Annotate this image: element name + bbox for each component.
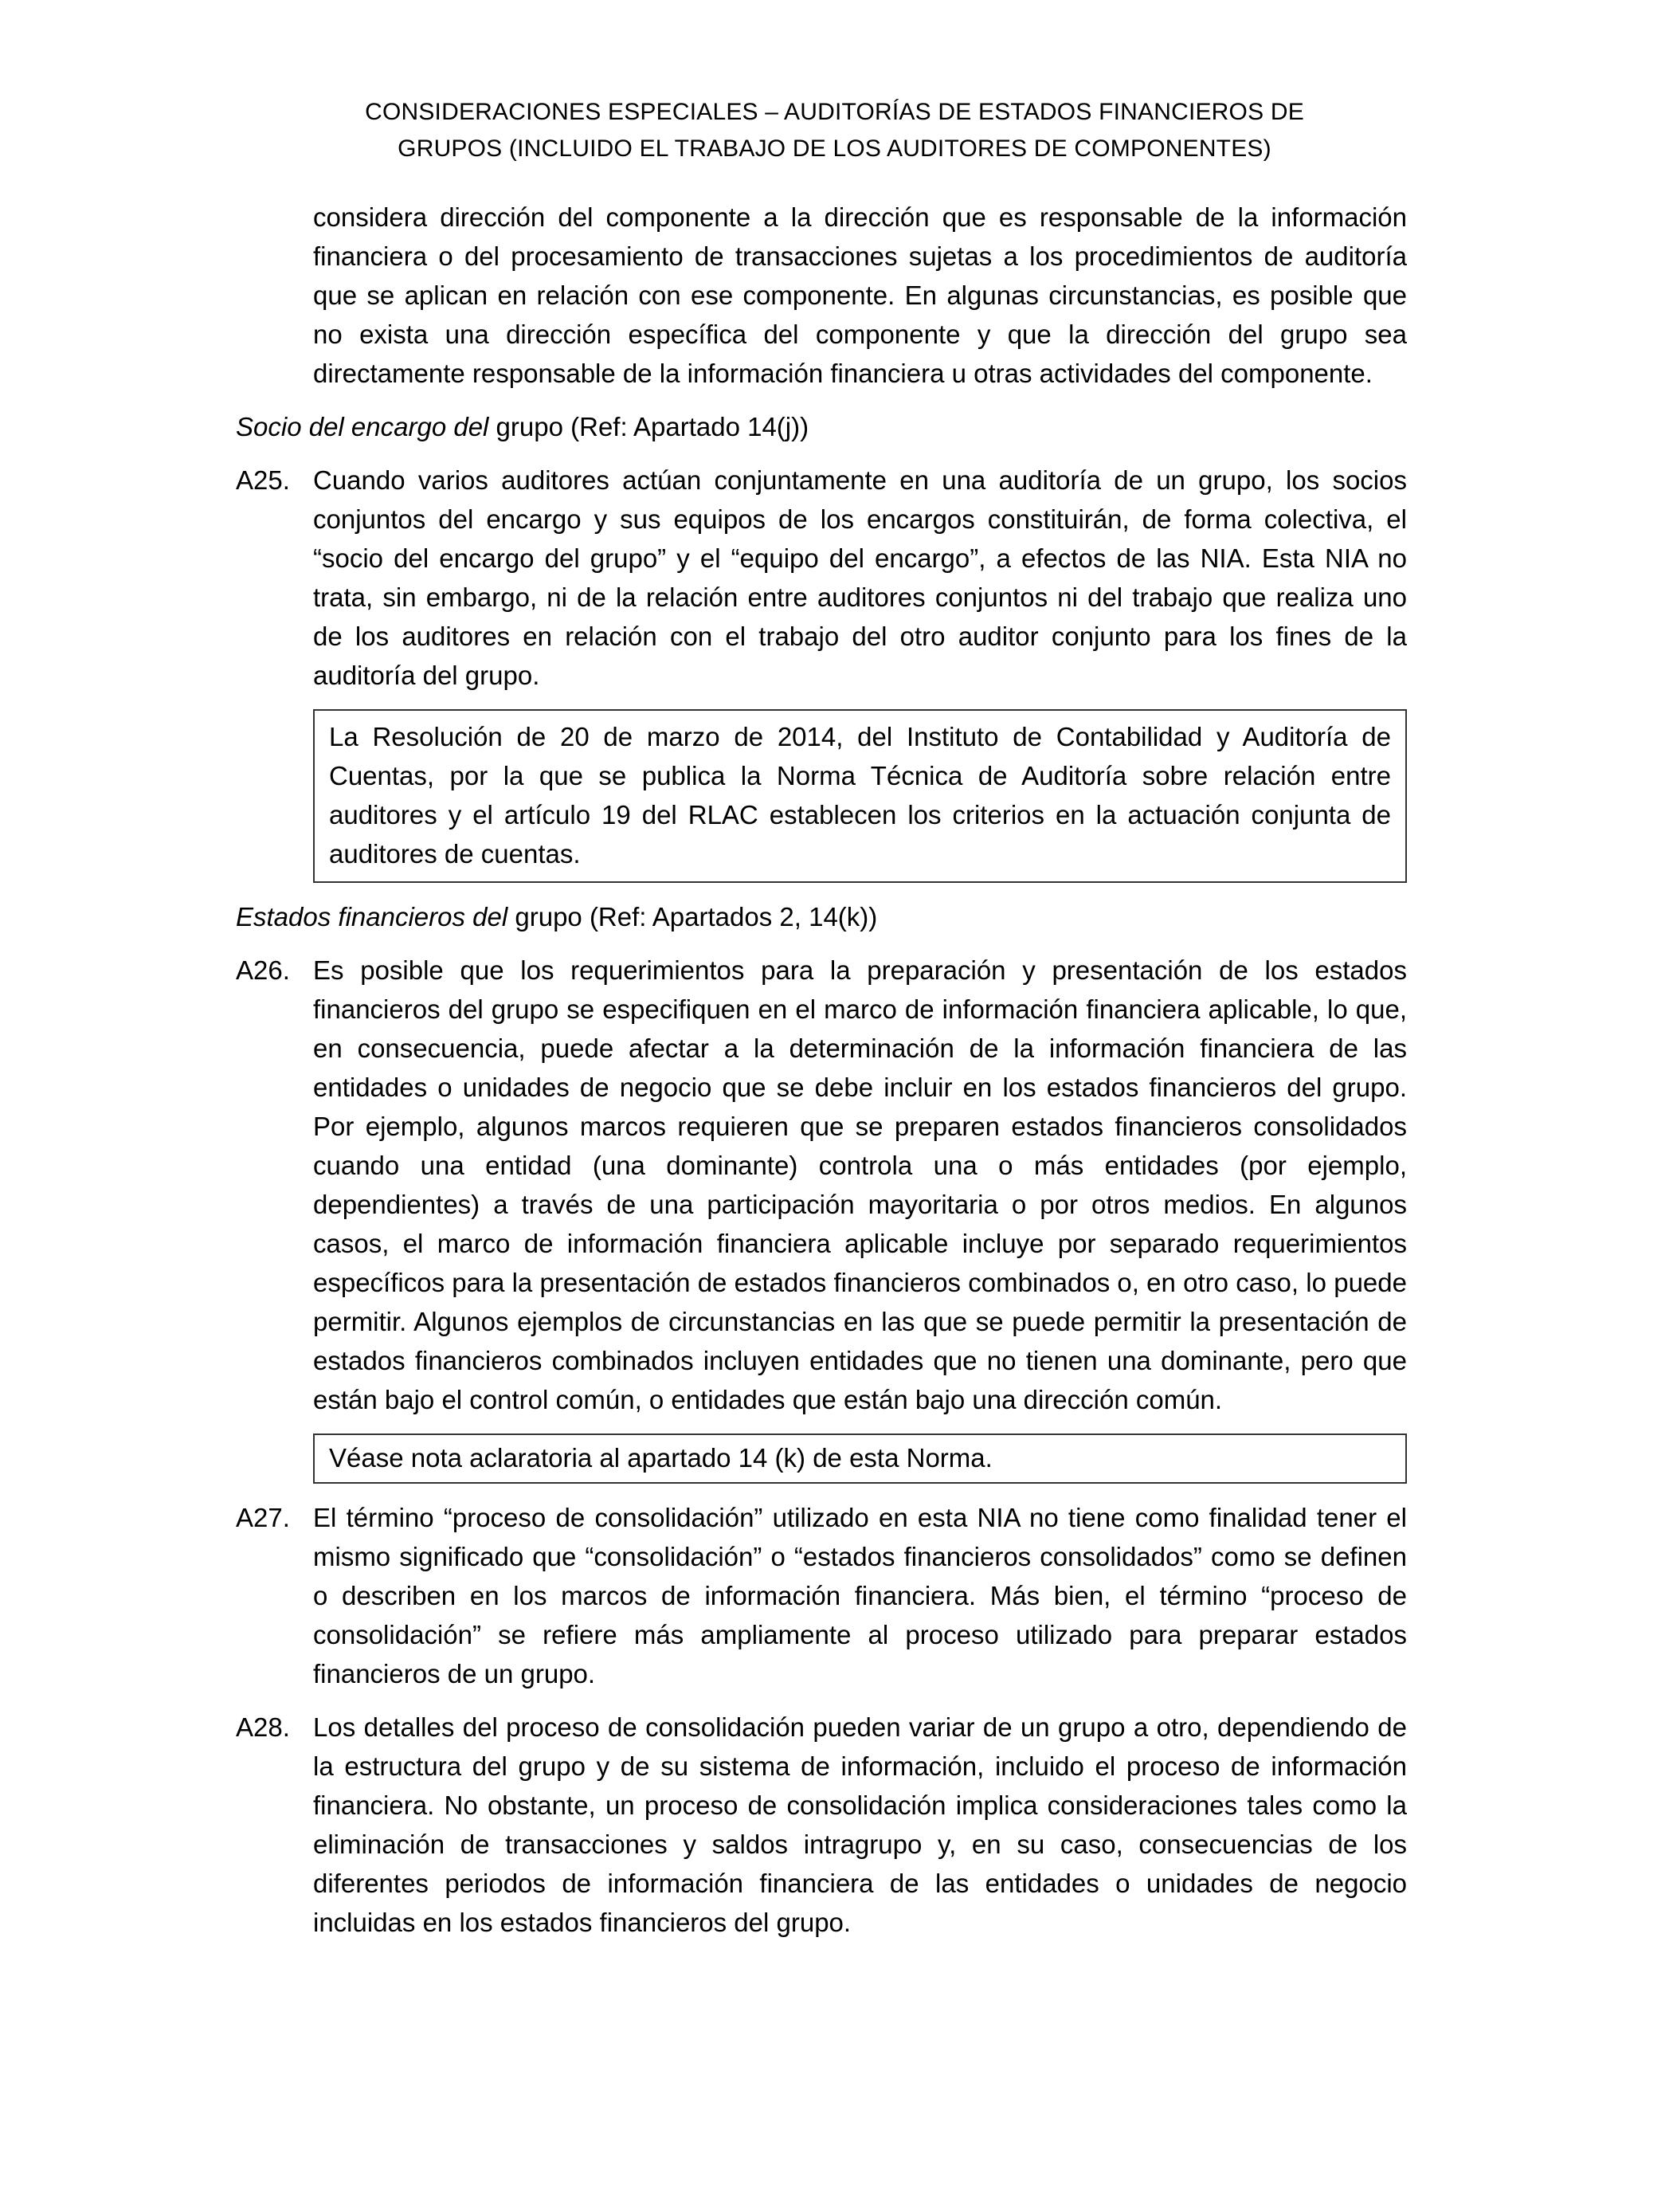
document-body bbox=[236, 198, 1407, 1942]
paragraph-number-a26: A26. bbox=[236, 955, 290, 985]
paragraph-number-a25: A25. bbox=[236, 465, 290, 495]
boxed-note-vease: Véase nota aclaratoria al apartado 14 (k) de esta Norma. bbox=[313, 1433, 1407, 1484]
header-line-1: CONSIDERACIONES ESPECIALES – AUDITORÍAS DE ESTADOS FINANCIEROS DE bbox=[365, 99, 1304, 125]
section-heading-socio-rest: grupo (Ref: Apartado 14(j)) bbox=[488, 412, 809, 441]
paragraph-text-a28: Los detalles del proceso de consolidación pueden variar de un grupo a otro, dependiendo de la estructura del grupo y de su sistema de información, incluido el proceso de información financiera. No obstante, un proceso de consolidación implica consideraciones tales como la eliminación de transacciones y saldos intragrupo y, en su caso, consecuencias de los diferentes periodos de información financiera de las entidades o unidades de negocio incluidas en los estados financieros del grupo. bbox=[313, 1712, 1407, 1937]
section-heading-estados-rest: grupo (Ref: Apartados 2, 14(k)) bbox=[507, 902, 878, 931]
section-heading-estados bbox=[236, 897, 1407, 936]
paragraph-text-a25: Cuando varios auditores actúan conjuntamente en una auditoría de un grupo, los socios conjuntos del encargo y sus equipos de los encargos constituirán, de forma colectiva, el “socio del encargo del grupo” y el “equipo del encargo”, a efectos de las NIA. Esta NIA no trata, sin embargo, ni de la relación entre auditores conjuntos ni del trabajo que realiza uno de los auditores en relación con el trabajo del otro auditor conjunto para los fines de la auditoría del grupo. bbox=[313, 465, 1407, 690]
paragraph-a25 bbox=[236, 461, 1407, 695]
paragraph-number-a27: A27. bbox=[236, 1503, 290, 1532]
paragraph-a26 bbox=[236, 951, 1407, 1419]
paragraph-number-a28: A28. bbox=[236, 1712, 290, 1742]
paragraph-a28 bbox=[236, 1708, 1407, 1942]
header-line-2: GRUPOS (INCLUIDO EL TRABAJO DE LOS AUDITORES DE COMPONENTES) bbox=[398, 135, 1271, 162]
section-heading-estados-italic: Estados financieros del bbox=[236, 902, 508, 931]
paragraph-a27 bbox=[236, 1498, 1407, 1693]
paragraph-text-a26: Es posible que los requerimientos para la preparación y presentación de los estados financieros del grupo se especifiquen en el marco de información financiera aplicable, lo que, en consecuencia, puede afectar a la determinación de la información financiera de las entidades o unidades de negocio que se debe incluir en los estados financieros del grupo. Por ejemplo, algunos marcos requieren que se preparen estados financieros consolidados cuando una entidad (una dominante) controla una o más entidades (por ejemplo, dependientes) a través de una participación mayoritaria o por otros medios. En algunos casos, el marco de información financiera aplicable incluye por separado requerimientos específicos para la presentación de estados financieros combinados o, en otro caso, lo puede permitir. Algunos ejemplos de circunstancias en las que se puede permitir la presentación de estados financieros combinados incluyen entidades que no tienen una dominante, pero que están bajo el control común, o entidades que están bajo una dirección común. bbox=[313, 955, 1407, 1414]
section-heading-socio bbox=[236, 407, 1407, 446]
continuation-paragraph: considera dirección del componente a la dirección que es responsable de la información financiera o del procesamiento de transacciones sujetas a los procedimientos de auditoría que se aplican en relación con ese componente. En algunas circunstancias, es posible que no exista una dirección específica del componente y que la dirección del grupo sea directamente responsable de la información financiera u otras actividades del componente. bbox=[313, 202, 1407, 388]
page-header bbox=[0, 94, 1669, 167]
boxed-note-resolucion: La Resolución de 20 de marzo de 2014, del Instituto de Contabilidad y Auditoría de Cuentas, por la que se publica la Norma Técnica de Auditoría sobre relación entre auditores y el artículo 19 del RLAC establecen los criterios en la actuación conjunta de auditores de cuentas. bbox=[313, 709, 1407, 883]
section-heading-socio-italic: Socio del encargo del bbox=[236, 412, 489, 441]
paragraph-text-a27: El término “proceso de consolidación” utilizado en esta NIA no tiene como finalidad tener el mismo significado que “consolidación” o “estados financieros consolidados” como se definen o describen en los marcos de información financiera. Más bien, el término “proceso de consolidación” se refiere más ampliamente al proceso utilizado para preparar estados financieros de un grupo. bbox=[313, 1503, 1407, 1688]
